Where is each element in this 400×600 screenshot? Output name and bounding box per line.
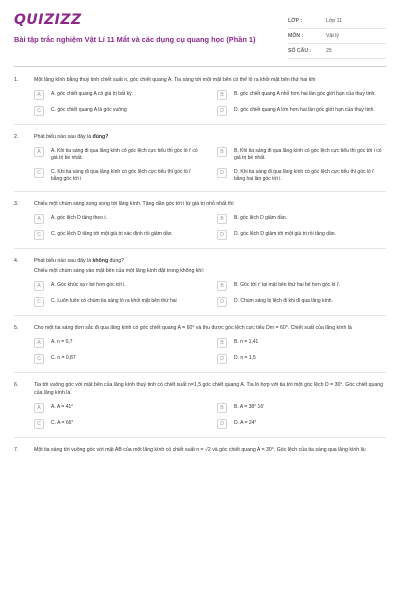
option-letter-box[interactable]: B [217,338,227,348]
answer-options [34,281,386,307]
option-a[interactable] [34,403,203,413]
question-divider [14,248,386,249]
option-letter-box[interactable]: D [217,106,227,116]
option-d[interactable] [217,297,386,307]
option-text: B. Khi tia sáng đi qua lăng kính có góc lệch cực tiểu thì góc tới i có giá trị bé nhất. [234,148,382,161]
option-letter-box[interactable]: A [34,281,44,291]
option-letter-box[interactable]: B [217,281,227,291]
option-letter-box[interactable]: B [217,214,227,224]
meta-value: 25 [326,48,332,54]
question-text: Tia tới vuông góc với mặt bên của lăng kính thuỷ tinh có chiết suất n=1,5 góc chiết quang A. Tia ló hợp với tia tới một góc lệch D = 30°. Góc chiết quang của lăng kính là [34,382,384,396]
meta-value: Lớp 11 [326,18,342,24]
question-text-bold: không [92,258,109,264]
question-number: 6. [14,382,19,388]
question-text: Một tia sáng tới vuông góc với mặt AB của một lăng kính có chiết suất n = √2 và góc chiết quang A = 30°. Góc lệch của tia sáng qua lăng kính là: [34,447,367,453]
option-text: C. n = 0,87 [51,355,76,361]
option-letter-box[interactable]: B [217,147,227,157]
option-c[interactable] [34,230,203,240]
question-number: 1. [14,77,19,83]
option-a[interactable] [34,214,203,224]
option-text: A. góc chiết quang A có giá trị bất kỳ. [51,91,133,97]
option-letter-box[interactable]: D [217,354,227,364]
option-text: A. Góc khúc xạ r bé hơn góc tới i. [51,282,126,288]
meta-table [288,14,386,59]
page-header [0,0,400,64]
question-number: 3. [14,201,19,207]
question-number: 2. [14,134,19,140]
option-c[interactable] [34,106,203,116]
option-b[interactable] [217,90,386,100]
meta-value: Vật lý [326,33,339,39]
option-text: C. A = 66° [51,420,74,426]
question-number: 4. [14,258,19,264]
question-divider [14,372,386,373]
option-text: A. A = 41° [51,404,74,410]
option-c[interactable] [34,168,203,183]
option-text: B. A = 38° 16' [234,404,265,410]
option-text: B. góc chiết quang A nhỏ hơn hai lần góc giới hạn của thuỷ tinh. [234,91,376,97]
option-letter-box[interactable]: C [34,230,44,240]
option-d[interactable] [217,419,386,429]
question-text: Một lăng kính bằng thuỷ tinh chiết suất n, góc chiết quang A. Tia sáng tới một mặt bên có thể ló ra khỏi mặt bên thứ hai khi [34,77,316,83]
option-letter-box[interactable]: B [217,90,227,100]
option-letter-box[interactable]: D [217,168,227,178]
question-text-main: Phát biểu nào sau đây là [34,258,93,264]
question-divider [14,124,386,125]
option-text: C. góc lệch D tăng tới một giá trị xác định rồi giảm dần [51,231,172,237]
option-text: C. góc chiết quang A là góc vuông [51,107,127,113]
option-text: B. n = 1,41 [234,339,259,345]
option-letter-box[interactable]: D [217,419,227,429]
question-2 [14,133,386,192]
option-b[interactable] [217,147,386,162]
question-text [34,257,386,265]
meta-row-subject [288,29,386,44]
quizizz-logo: QUIZIZZ [14,12,82,28]
question-text: Cho một tia sáng đơn sắc đi qua lăng kính có góc chiết quang A = 60° và thu được góc lệch cực tiểu Dm = 60°. Chiết suất của lăng kính là [34,325,352,331]
option-letter-box[interactable]: C [34,297,44,307]
option-letter-box[interactable]: C [34,419,44,429]
question-number: 7. [14,447,19,453]
option-letter-box[interactable]: A [34,90,44,100]
question-divider [14,191,386,192]
meta-label: SỐ CÂU : [288,48,312,54]
answer-options [34,214,386,240]
question-4 [14,257,386,316]
question-divider [14,437,386,438]
answer-options [34,90,386,116]
option-d[interactable] [217,354,386,364]
option-text: B. Góc tới r' tại mặt bên thứ hai bé hơn góc ló i'. [234,282,341,288]
document-title: Bài tập trắc nghiệm Vật Lí 11 Mắt và các dụng cụ quang học (Phần 1) [14,35,256,44]
question-number: 5. [14,325,19,331]
question-list [14,76,386,462]
meta-label: MÔN : [288,33,304,39]
option-b[interactable] [217,281,386,291]
option-text: D. Chùm sáng bị lệch đi khi đi qua lăng kính. [234,298,333,304]
answer-options [34,147,386,183]
option-a[interactable] [34,147,203,162]
option-a[interactable] [34,281,203,291]
option-text: D. góc chiết quang A lớn hơn hai lần góc giới hạn của thuỷ tinh. [234,107,375,113]
option-d[interactable] [217,168,386,183]
option-text: C. Luôn luôn có chùm tia sáng ló ra khỏi mặt bên thứ hai [51,298,177,304]
meta-label: LỚP : [288,18,303,24]
option-c[interactable] [34,419,203,429]
option-letter-box[interactable]: A [34,338,44,348]
option-text: A. Khi tia sáng đi qua lăng kính có góc lệch cực tiểu thì góc ló i' có giá trị bé nhất. [51,148,198,161]
question-3 [14,200,386,249]
meta-row-count [288,44,386,59]
option-letter-box[interactable]: C [34,168,44,178]
meta-row-class [288,14,386,29]
answer-options [34,338,386,364]
option-letter-box[interactable]: D [217,297,227,307]
option-b[interactable] [217,338,386,348]
option-text: C. Khi tia sáng đi qua lăng kính có góc lệch cực tiểu thì góc ló i' bằng góc tới i [51,169,192,182]
option-letter-box[interactable]: A [34,403,44,413]
option-c[interactable] [34,354,203,364]
option-letter-box[interactable]: C [34,354,44,364]
option-b[interactable] [217,403,386,413]
question-6 [14,381,386,438]
option-b[interactable] [217,214,386,224]
question-text-end: đúng? [108,258,124,264]
option-letter-box[interactable]: B [217,403,227,413]
option-text: D. góc lệch D giảm tới một giá trị rồi tăng dần. [234,231,336,237]
option-text: A. n = 0,7 [51,339,73,345]
option-text: A. góc lệch D tăng theo i. [51,215,107,221]
header-divider [14,66,386,67]
question-7 [14,446,386,454]
option-a[interactable] [34,338,203,348]
option-text: B. góc lệch D giảm dần. [234,215,288,221]
question-subtext: Chiếu một chùm sáng vào mặt bên của một lăng kính đặt trong không khí: [34,268,205,274]
option-c[interactable] [34,297,203,307]
question-text [34,133,386,141]
option-a[interactable] [34,90,203,100]
option-letter-box[interactable]: A [34,147,44,157]
answer-options [34,403,386,429]
option-text: D. n = 1,5 [234,355,256,361]
option-text: D. Khi tia sáng đi qua lăng kính có góc lệch cực tiểu thì góc ló i' bằng hai lần góc tới i. [234,169,375,182]
option-letter-box[interactable]: D [217,230,227,240]
option-d[interactable] [217,230,386,240]
question-1 [14,76,386,125]
option-text: D. A = 24° [234,420,257,426]
question-divider [14,315,386,316]
question-text-bold: đúng? [92,134,109,140]
option-d[interactable] [217,106,386,116]
question-text-main: Phát biểu nào sau đây là [34,134,93,140]
option-letter-box[interactable]: C [34,106,44,116]
question-5 [14,324,386,373]
question-text: Chiếu một chùm sáng song song tới lăng kính. Tăng dần góc tới i từ giá trị nhỏ nhất thì [34,201,234,207]
option-letter-box[interactable]: A [34,214,44,224]
